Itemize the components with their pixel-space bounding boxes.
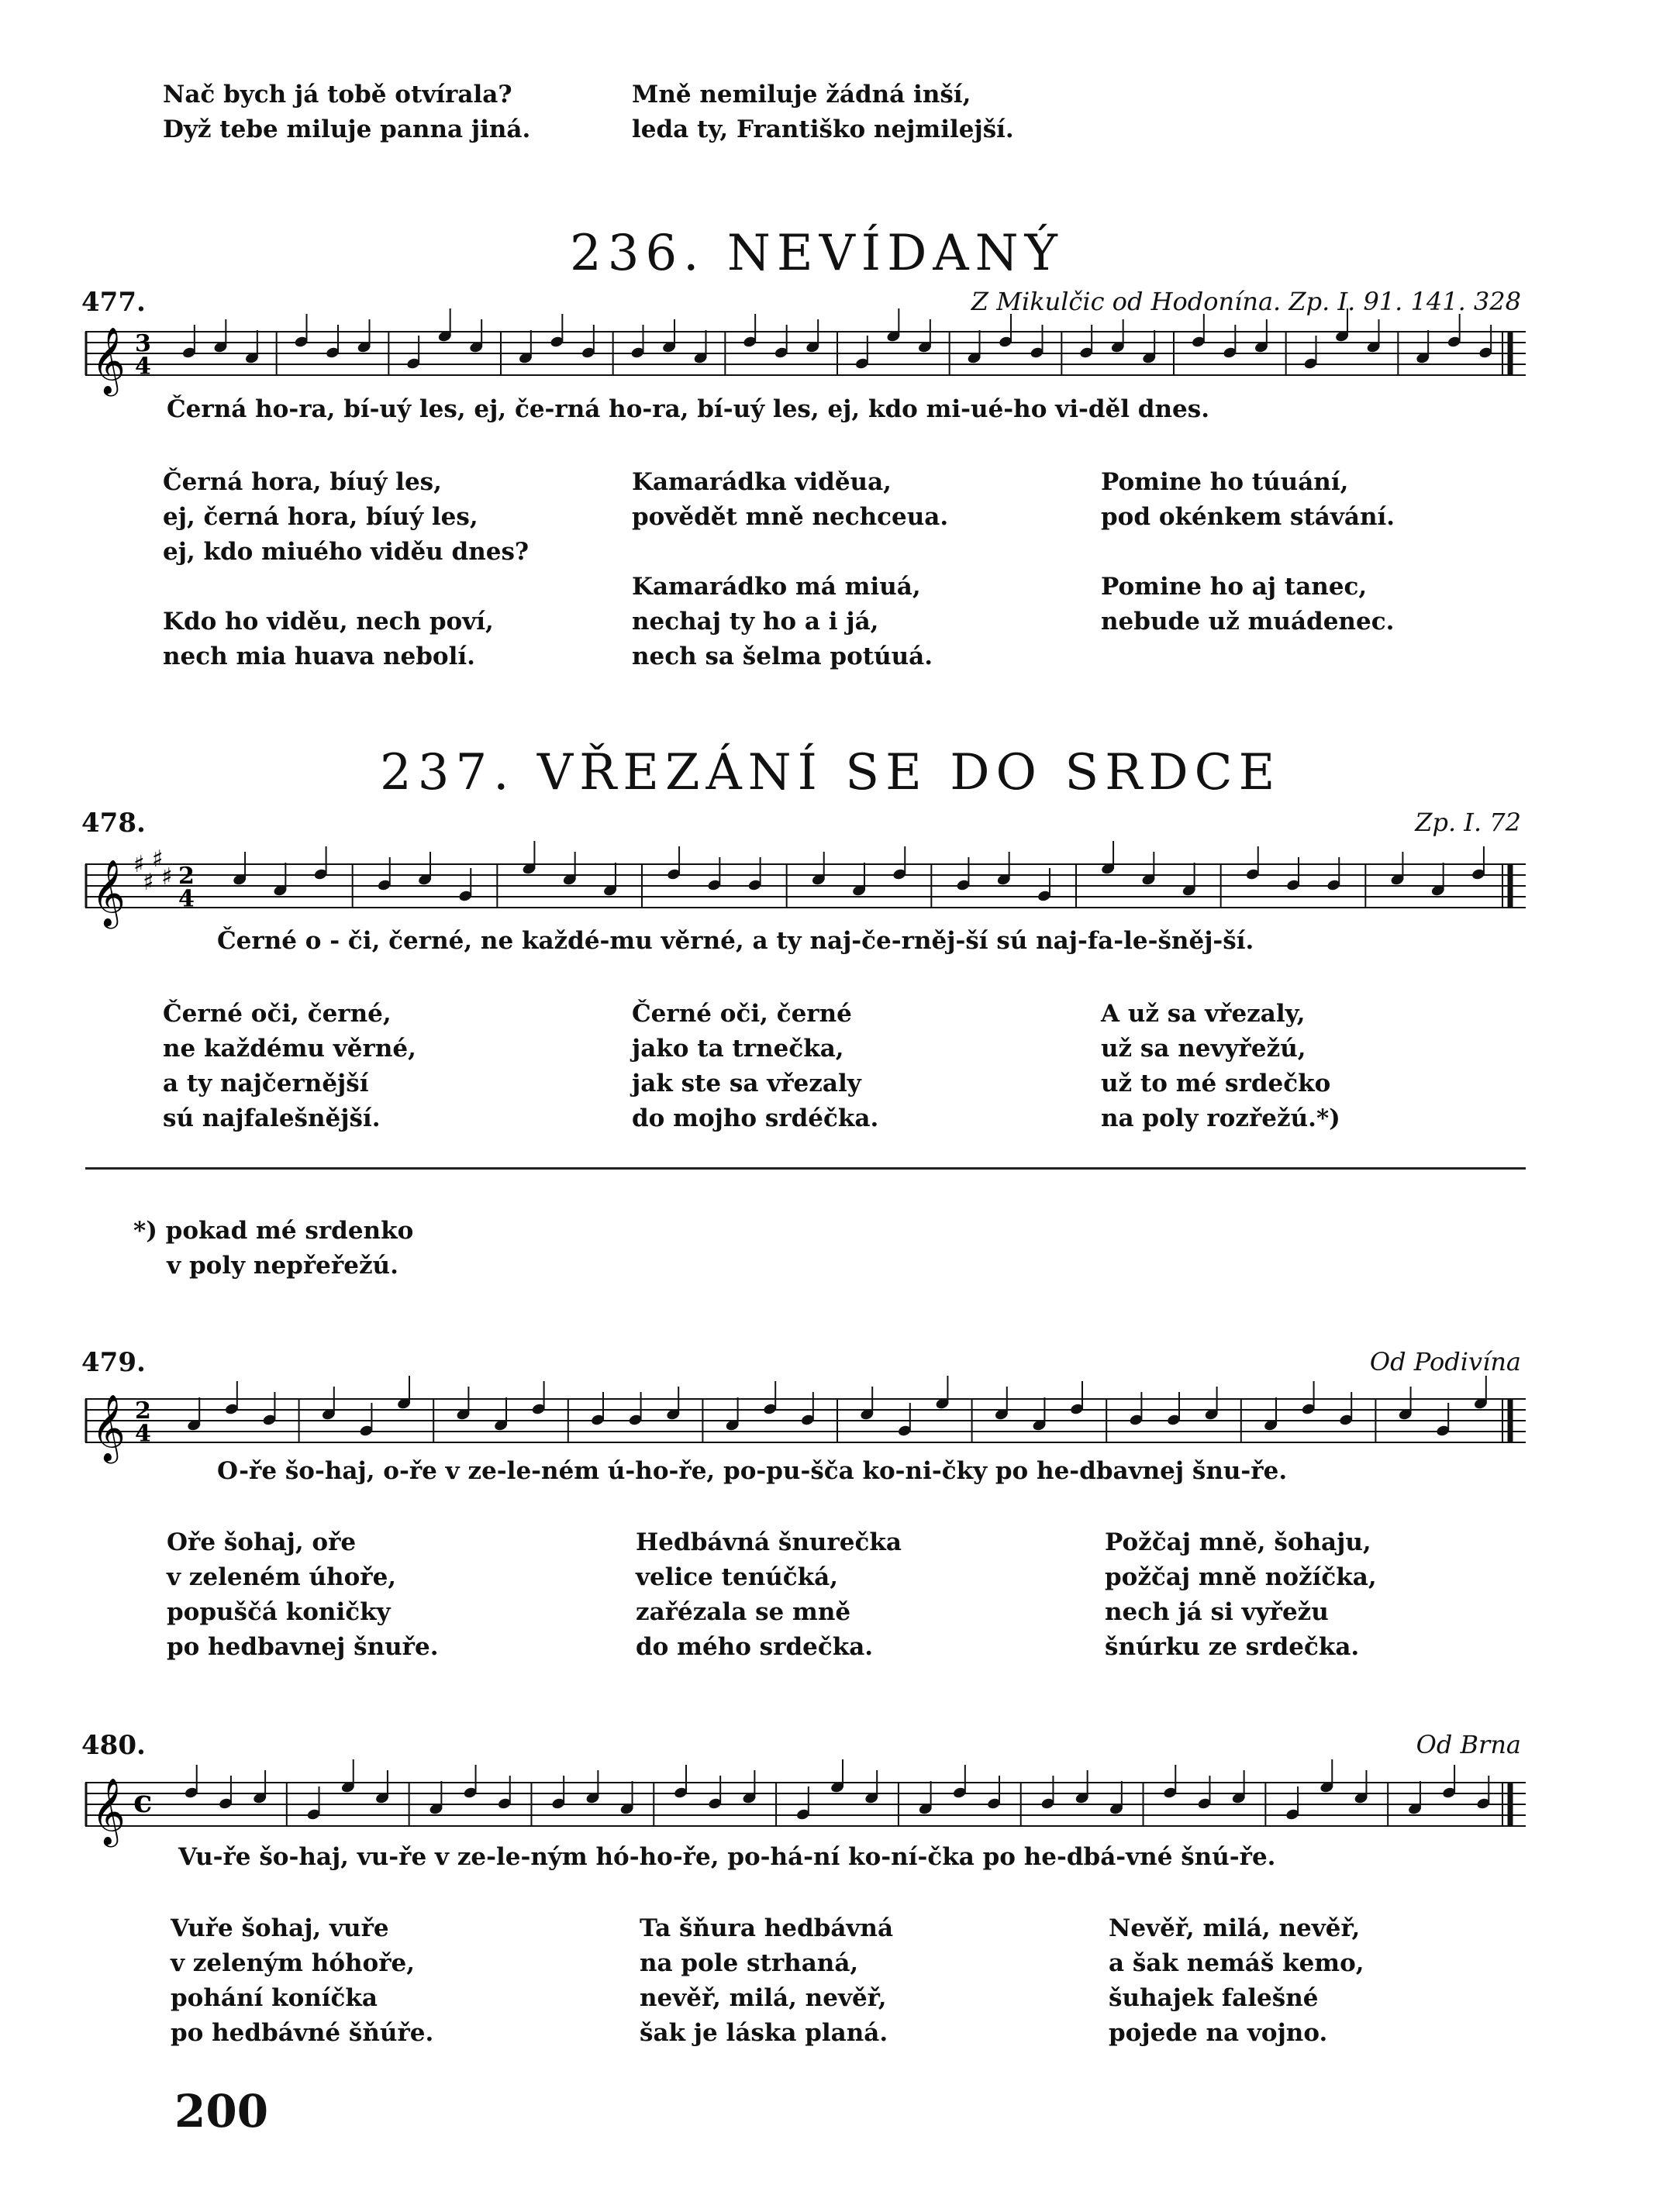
time-signature-top: 2 — [135, 1397, 151, 1425]
song-source: Zp. I. 72 — [1415, 808, 1521, 837]
song-source: Z Mikulčic od Hodonína. Zp. I. 91. 141. 328 — [971, 287, 1521, 316]
time-signature-bottom: 4 — [135, 1420, 151, 1448]
time-signature-bottom: 4 — [135, 353, 151, 381]
music-staff — [85, 324, 1526, 394]
song-number: 477. — [81, 287, 146, 318]
sharp-icon: ♯ — [133, 851, 145, 878]
verse-col-1: Oře šohaj, oře v zeleném úhoře, popuščá koničky po hedbavnej šnuře. — [167, 1528, 439, 1661]
top-verse-right: Mně nemiluje žádná inší, leda ty, Františko nejmilejší. — [632, 81, 1014, 143]
song-title: 236. NEVÍDANÝ — [570, 225, 1064, 282]
time-signature-bottom: 4 — [178, 885, 195, 913]
verse-col-2: Kamarádka viděua, povědět mně nechceua. Kamarádko má miuá, nechaj ty ho a i já, nech sa šelma potúuá. — [632, 468, 949, 670]
song-source: Od Podivína — [1369, 1347, 1521, 1376]
footnote: *) pokad mé srdenko v poly nepřeřežú. — [133, 1217, 414, 1280]
treble-clef-icon: 𝄞 — [91, 1394, 126, 1461]
sharp-icon: ♯ — [161, 863, 173, 891]
song-source: Od Brna — [1416, 1730, 1521, 1759]
verse-col-1: Černé oči, černé, ne každému věrné, a ty najčernější sú najfalešnější. — [163, 1000, 416, 1132]
verse-col-3: Pomine ho túuání, pod okénkem stávání. Pomine ho aj tanec, nebude už muádenec. — [1101, 468, 1395, 636]
time-signature: c — [133, 1783, 153, 1820]
verse-col-2: Ta šňura hedbávná na pole strhaná, nevěř, milá, nevěř, šak je láska planá. — [640, 1914, 894, 2047]
time-signature-top: 2 — [178, 863, 195, 891]
verse-col-3: Nevěř, milá, nevěř, a šak nemáš kemo, šuhajek falešné pojede na vojno. — [1109, 1914, 1364, 2047]
verse-col-2: Černé oči, černé jako ta trnečka, jak ste sa vřezaly do mojho srdéčka. — [632, 1000, 879, 1132]
top-verse-left: Nač bych já tobě otvírala? Dyž tebe miluje panna jiná. — [163, 81, 531, 143]
verse-col-2: Hedbávná šnurečka velice tenúčká, zařézala se mně do mého srdečka. — [636, 1528, 902, 1661]
song-number: 478. — [81, 808, 146, 839]
treble-clef-icon: 𝄞 — [91, 327, 126, 394]
treble-clef-icon: 𝄞 — [91, 1778, 126, 1845]
sharp-icon: ♯ — [143, 869, 154, 896]
song-title: 237. VŘEZÁNÍ SE DO SRDCE — [380, 744, 1282, 801]
time-signature-top: 3 — [135, 330, 151, 358]
verse-col-1: Černá hora, bíuý les, ej, černá hora, bíuý les, ej, kdo miuého viděu dnes? Kdo ho viděu, nech poví, nech mia huava nebolí. — [163, 468, 530, 670]
sharp-icon: ♯ — [152, 846, 164, 873]
staff-lyrics: Černé o - či, černé, ne každé-mu věrné, a ty naj-če-rněj-ší sú naj-fa-le-šněj-ší. — [217, 927, 1254, 955]
song-number: 480. — [81, 1730, 146, 1761]
treble-clef-icon: 𝄞 — [91, 860, 126, 926]
verse-col-3: Požčaj mně, šohaju, požčaj mně nožíčka, nech já si vyřežu šnúrku ze srdečka. — [1105, 1528, 1377, 1661]
page-number: 200 — [174, 2085, 269, 2138]
staff-lyrics: O-ře šo-haj, o-ře v ze-le-ném ú-ho-ře, po-pu-šča ko-ni-čky po he-dbavnej šnu-ře. — [217, 1457, 1288, 1485]
staff-lyrics: Černá ho-ra, bí-uý les, ej, če-rná ho-ra, bí-uý les, ej, kdo mi-ué-ho vi-děl dnes. — [167, 395, 1209, 423]
verse-col-3: A už sa vřezaly, už sa nevyřežú, už to mé srdečko na poly rozřežú.*) — [1101, 1000, 1340, 1132]
verse-col-1: Vuře šohaj, vuře v zeleným hóhoře, pohání koníčka po hedbávné šňúře. — [171, 1914, 434, 2047]
song-number: 479. — [81, 1347, 146, 1378]
music-staff — [85, 846, 1526, 926]
music-staff — [85, 1391, 1526, 1461]
staff-lyrics: Vu-ře šo-haj, vu-ře v ze-le-ným hó-ho-ře, po-há-ní ko-ní-čka po he-dbá-vné šnú-ře. — [178, 1843, 1276, 1871]
music-staff — [85, 1775, 1526, 1845]
footnote-divider — [85, 1167, 1526, 1170]
